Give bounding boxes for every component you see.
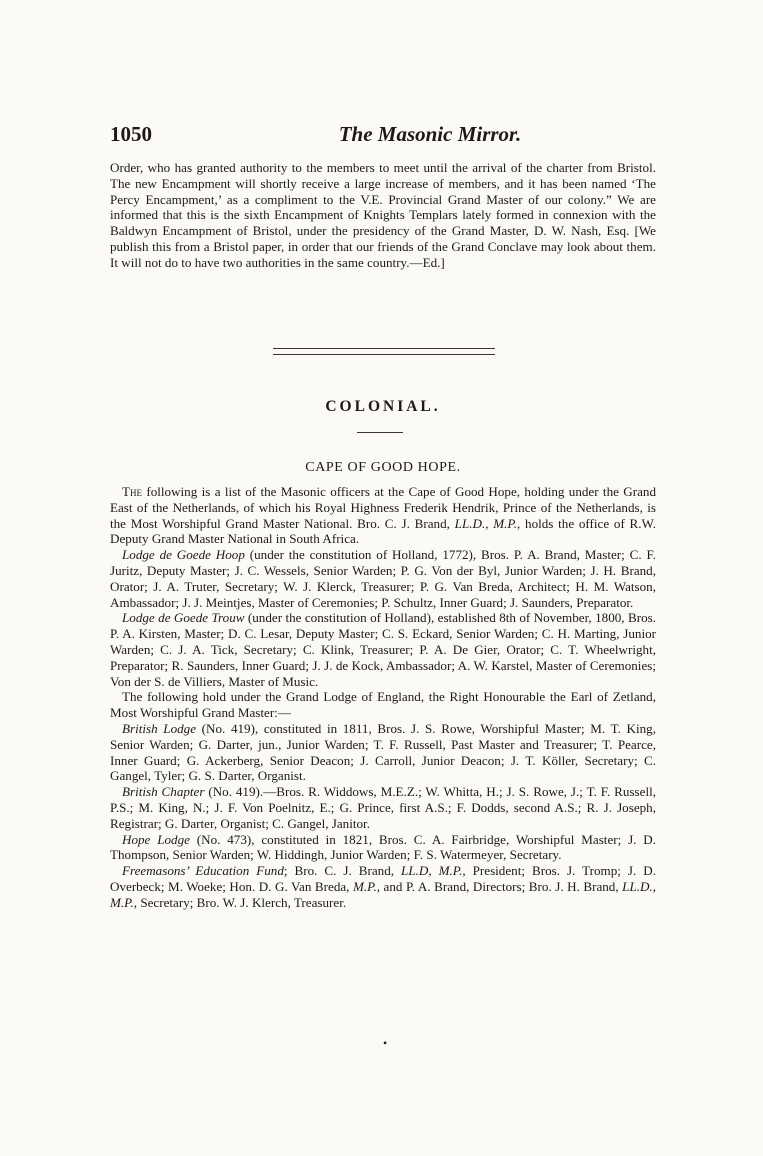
section-title: COLONIAL. xyxy=(325,398,441,415)
british-lodge-paragraph: British Lodge (No. 419), constituted in 1811, Bros. J. S. Rowe, Worshipful Master; M. T. King, Senior Warden; G. Darter, jun., Junior Warden; T. F. Russell, Past Master and Treasurer; T. Pearce, Inner Guard; G. Ackerberg, Senior Deacon; J. Carroll, Junior Deacon; J. T. Köller, Secretary; C. Gangel, Tyler; G. S. Darter, Organist. xyxy=(110,720,656,784)
lodge-name: British Chapter xyxy=(122,784,205,800)
fund-name: Freemasons’ Education Fund xyxy=(122,863,284,879)
lodge-de-goede-hoop-paragraph: Lodge de Goede Hoop (under the constitution of Holland, 1772), Bros. P. A. Brand, Master; C. F. Juritz, Deputy Master; J. C. Wessels, Senior Warden; P. G. Von der Byl, Junior Warden; J. H. Brand, Orator; J. A. Truter, Secretary; W. J. Klerck, Treasurer; P. G. Van Breda, Architect; H. M. Watson, Ambassador; J. J. Meintjes, Master of Ceremonies; P. Schultz, Inner Guard; J. Saunders, Preparator. xyxy=(110,547,656,610)
hope-lodge-paragraph: Hope Lodge (No. 473), constituted in 1821, Bros. C. A. Fairbridge, Worshipful Master; J. D. Thompson, Senior Warden; W. Hiddingh, Junior Warden; F. S. Watermeyer, Secretary. xyxy=(110,831,657,863)
lodge-name: British Lodge xyxy=(122,720,197,736)
education-fund-paragraph: Freemasons’ Education Fund; Bro. C. J. Brand, LL.D, M.P., President; Bros. J. Tromp; J. D. Overbeck; M. Woeke; Hon. D. G. Van Breda, M.P., and P. A. Brand, Directors; Bro. J. H. Brand, LL.D., M.P., Secretary; Bro. W. J. Klerch, Treasurer. xyxy=(110,863,656,910)
lodge-name: Lodge de Goede Hoop xyxy=(122,547,245,563)
british-chapter-paragraph: British Chapter (No. 419).—Bros. R. Widdows, M.E.Z.; W. Whitta, H.; J. S. Rowe, J.; T. F. Russell, P.S.; M. King, N.; J. F. Von Poelnitz, E.; G. Prince, first A.S.; F. Dodds, second A.S.; R. J. Joseph, Registrar; G. Darter, Organist; C. Gangel, Janitor. xyxy=(110,784,656,831)
double-rule-divider xyxy=(273,348,495,355)
lodge-name: Lodge de Goede Trouw xyxy=(122,610,245,626)
lead-word: The xyxy=(122,484,142,499)
article-body xyxy=(110,484,656,911)
article-intro-paragraph: The following is a list of the Masonic officers at the Cape of Good Hope, holding under the Grand East of the Netherlands, of which his Royal Highness Frederik Hendrik, Prince of the Netherlands, is the Most Worshipful Grand Master National. Bro. C. J. Brand, LL.D., M.P., holds the office of R.W. Deputy Grand Master National in South Africa. xyxy=(110,484,656,547)
page-number: 1050 xyxy=(110,122,152,146)
lodge-de-goede-trouw-paragraph: Lodge de Goede Trouw (under the constitution of Holland), established 8th of November, 1800, Bros. P. A. Kirsten, Master; D. C. Lesar, Deputy Master; C. S. Eckard, Senior Warden; C. H. Marting, Junior Warden; C. J. A. Tick, Secretary; C. Klink, Treasurer; P. A. De Gier, Orator; C. T. Wheelwright, Preparator; R. Saunders, Inner Guard; J. J. de Kock, Ambassador; A. W. Karstel, Master of Ceremonies; Von der S. de Villiers, Master of Music. xyxy=(110,610,656,689)
intro-paragraph: Order, who has granted authority to the members to meet until the arrival of the charter from Bristol. The new Encampment will shortly receive a large increase of members, and it has been named ‘The Percy Encampment,’ as a compliment to the V.E. Provincial Grand Master of our colony.” We are informed that this is the sixth Encampment of Knights Templars lately formed in connexion with the Baldwyn Encampment of Bristol, under the presidency of the Grand Master, D. W. Nash, Esq. [We publish this from a Bristol paper, in order that our friends of the Grand Conclave may look about them. It will not do to have two authorities in the same country.—Ed.] xyxy=(110,160,656,270)
intro-paragraph-block xyxy=(110,160,656,271)
end-bullet-ornament: • xyxy=(383,1036,388,1050)
lodge-name: Hope Lodge xyxy=(122,831,190,847)
running-title: The Masonic Mirror. xyxy=(338,122,522,146)
short-rule-divider xyxy=(357,432,403,433)
subsection-title: CAPE OF GOOD HOPE. xyxy=(305,460,461,475)
grand-lodge-england-paragraph: The following hold under the Grand Lodge of England, the Right Honourable the Earl of Zetland, Most Worshipful Grand Master:— xyxy=(110,689,656,721)
page-header xyxy=(110,122,656,150)
